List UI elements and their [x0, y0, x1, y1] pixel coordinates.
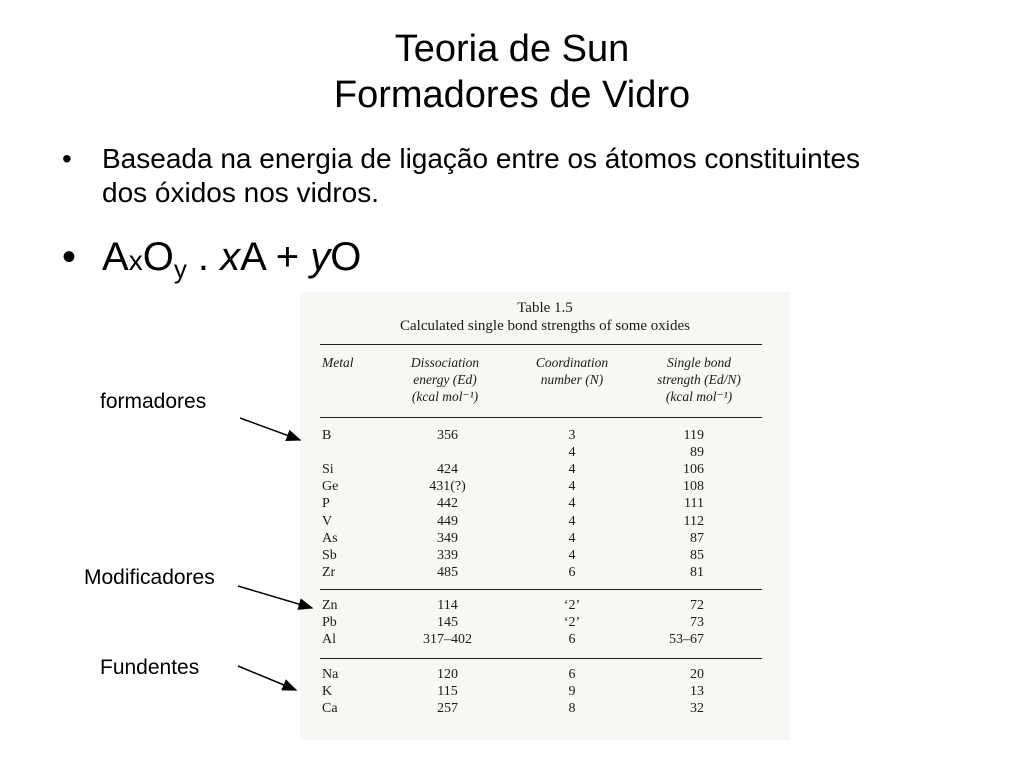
cell-coordination: 4 — [568, 530, 576, 546]
header-line: energy (Ed) — [413, 372, 477, 387]
eq-sep: . — [186, 235, 221, 279]
cell-metal: Pb — [322, 615, 337, 631]
cell-dissociation: 317–402 — [423, 632, 472, 648]
cell-metal: As — [322, 530, 338, 546]
label-modificadores: Modificadores — [84, 566, 215, 589]
cell-bond-strength: 72 — [690, 598, 704, 613]
cell-dissociation: 431(?) — [429, 479, 466, 495]
cell-coordination: 4 — [568, 462, 576, 478]
cell-coordination: 4 — [568, 513, 576, 529]
cell-bond-strength: 106 — [683, 462, 704, 478]
cell-dissociation: 339 — [437, 547, 458, 563]
cell-dissociation: 257 — [437, 701, 458, 717]
cell-metal: Al — [322, 632, 336, 648]
cell-coordination: ‘2’ — [563, 598, 581, 613]
cell-metal: Na — [322, 667, 339, 682]
cell-bond-strength: 13 — [690, 684, 704, 700]
eq-coef-x: x — [220, 235, 241, 279]
eq-a: A — [102, 235, 129, 279]
header-line: number (N) — [540, 372, 604, 387]
cell-bond-strength: 112 — [683, 513, 704, 529]
cell-dissociation: 349 — [437, 530, 458, 546]
eq-o: O — [142, 235, 174, 279]
cell-metal: Ca — [322, 701, 338, 717]
cell-metal: Si — [322, 462, 334, 478]
cell-bond-strength: 81 — [690, 564, 704, 580]
eq-term-a: A + — [240, 235, 311, 279]
cell-bond-strength: 89 — [690, 445, 704, 461]
cell-bond-strength: 53–67 — [669, 632, 704, 648]
cell-bond-strength: 111 — [684, 496, 704, 512]
cell-coordination: 4 — [568, 445, 576, 461]
cell-coordination: ‘2’ — [563, 615, 581, 631]
cell-coordination: 6 — [568, 667, 576, 682]
eq-x: x — [128, 245, 143, 276]
cell-coordination: 4 — [568, 496, 576, 512]
header-line: Single bond — [666, 355, 732, 370]
label-formadores: formadores — [100, 390, 207, 413]
arrow-fundentes — [238, 666, 296, 690]
header-line: (kcal mol⁻¹) — [411, 389, 479, 404]
header-line: (kcal mol⁻¹) — [665, 389, 733, 404]
cell-metal: Zn — [322, 598, 338, 613]
cell-coordination: 6 — [568, 632, 576, 648]
bullet-dot-icon: • — [62, 235, 77, 279]
cell-dissociation: 424 — [437, 462, 458, 478]
cell-dissociation: 485 — [437, 564, 458, 580]
bullet-text: Baseada na energia de ligação entre os átomos constituintes dos óxidos nos vidros. — [102, 143, 861, 208]
eq-coef-y: y — [310, 235, 331, 279]
cell-dissociation: 114 — [437, 598, 458, 613]
cell-coordination: 4 — [568, 547, 576, 563]
cell-metal: K — [322, 684, 333, 700]
label-fundentes: Fundentes — [100, 656, 200, 679]
cell-metal: B — [322, 428, 332, 443]
cell-coordination: 6 — [568, 564, 576, 580]
header-line: Dissociation — [410, 355, 480, 370]
title-line-2: Formadores de Vidro — [333, 74, 691, 116]
cell-dissociation: 115 — [437, 684, 458, 700]
eq-term-o: O — [330, 235, 362, 279]
cell-coordination: 4 — [568, 479, 576, 495]
cell-bond-strength: 119 — [683, 428, 704, 443]
bullet-dot-icon: • — [62, 143, 72, 174]
cell-metal: Ge — [322, 479, 339, 495]
cell-bond-strength: 108 — [683, 479, 704, 495]
cell-coordination: 8 — [568, 701, 576, 717]
eq-y-sub: y — [173, 254, 187, 284]
cell-dissociation: 449 — [437, 513, 458, 529]
header-line: strength (Ed/N) — [657, 372, 741, 387]
cell-bond-strength: 32 — [690, 701, 704, 717]
cell-metal: P — [322, 496, 330, 512]
cell-bond-strength: 73 — [690, 615, 704, 631]
cell-dissociation: 120 — [437, 667, 458, 682]
cell-metal: V — [322, 513, 333, 529]
table-caption: Calculated single bond strengths of some oxides — [400, 318, 690, 334]
header-line: Coordination — [535, 355, 609, 370]
cell-metal: Zr — [322, 564, 336, 580]
cell-dissociation: 356 — [437, 428, 458, 443]
cell-bond-strength: 87 — [690, 530, 704, 546]
cell-dissociation: 145 — [437, 615, 458, 631]
cell-coordination: 9 — [568, 684, 576, 700]
cell-bond-strength: 85 — [690, 547, 704, 563]
cell-coordination: 3 — [568, 428, 576, 443]
table-title: Table 1.5 — [517, 300, 573, 316]
header-line: Metal — [322, 355, 354, 370]
arrow-modificadores — [238, 586, 312, 608]
cell-dissociation: 442 — [437, 496, 458, 512]
arrow-formadores — [240, 418, 300, 440]
cell-bond-strength: 20 — [690, 667, 704, 682]
cell-metal: Sb — [322, 547, 337, 563]
title-line-1: Teoria de Sun — [394, 28, 630, 70]
